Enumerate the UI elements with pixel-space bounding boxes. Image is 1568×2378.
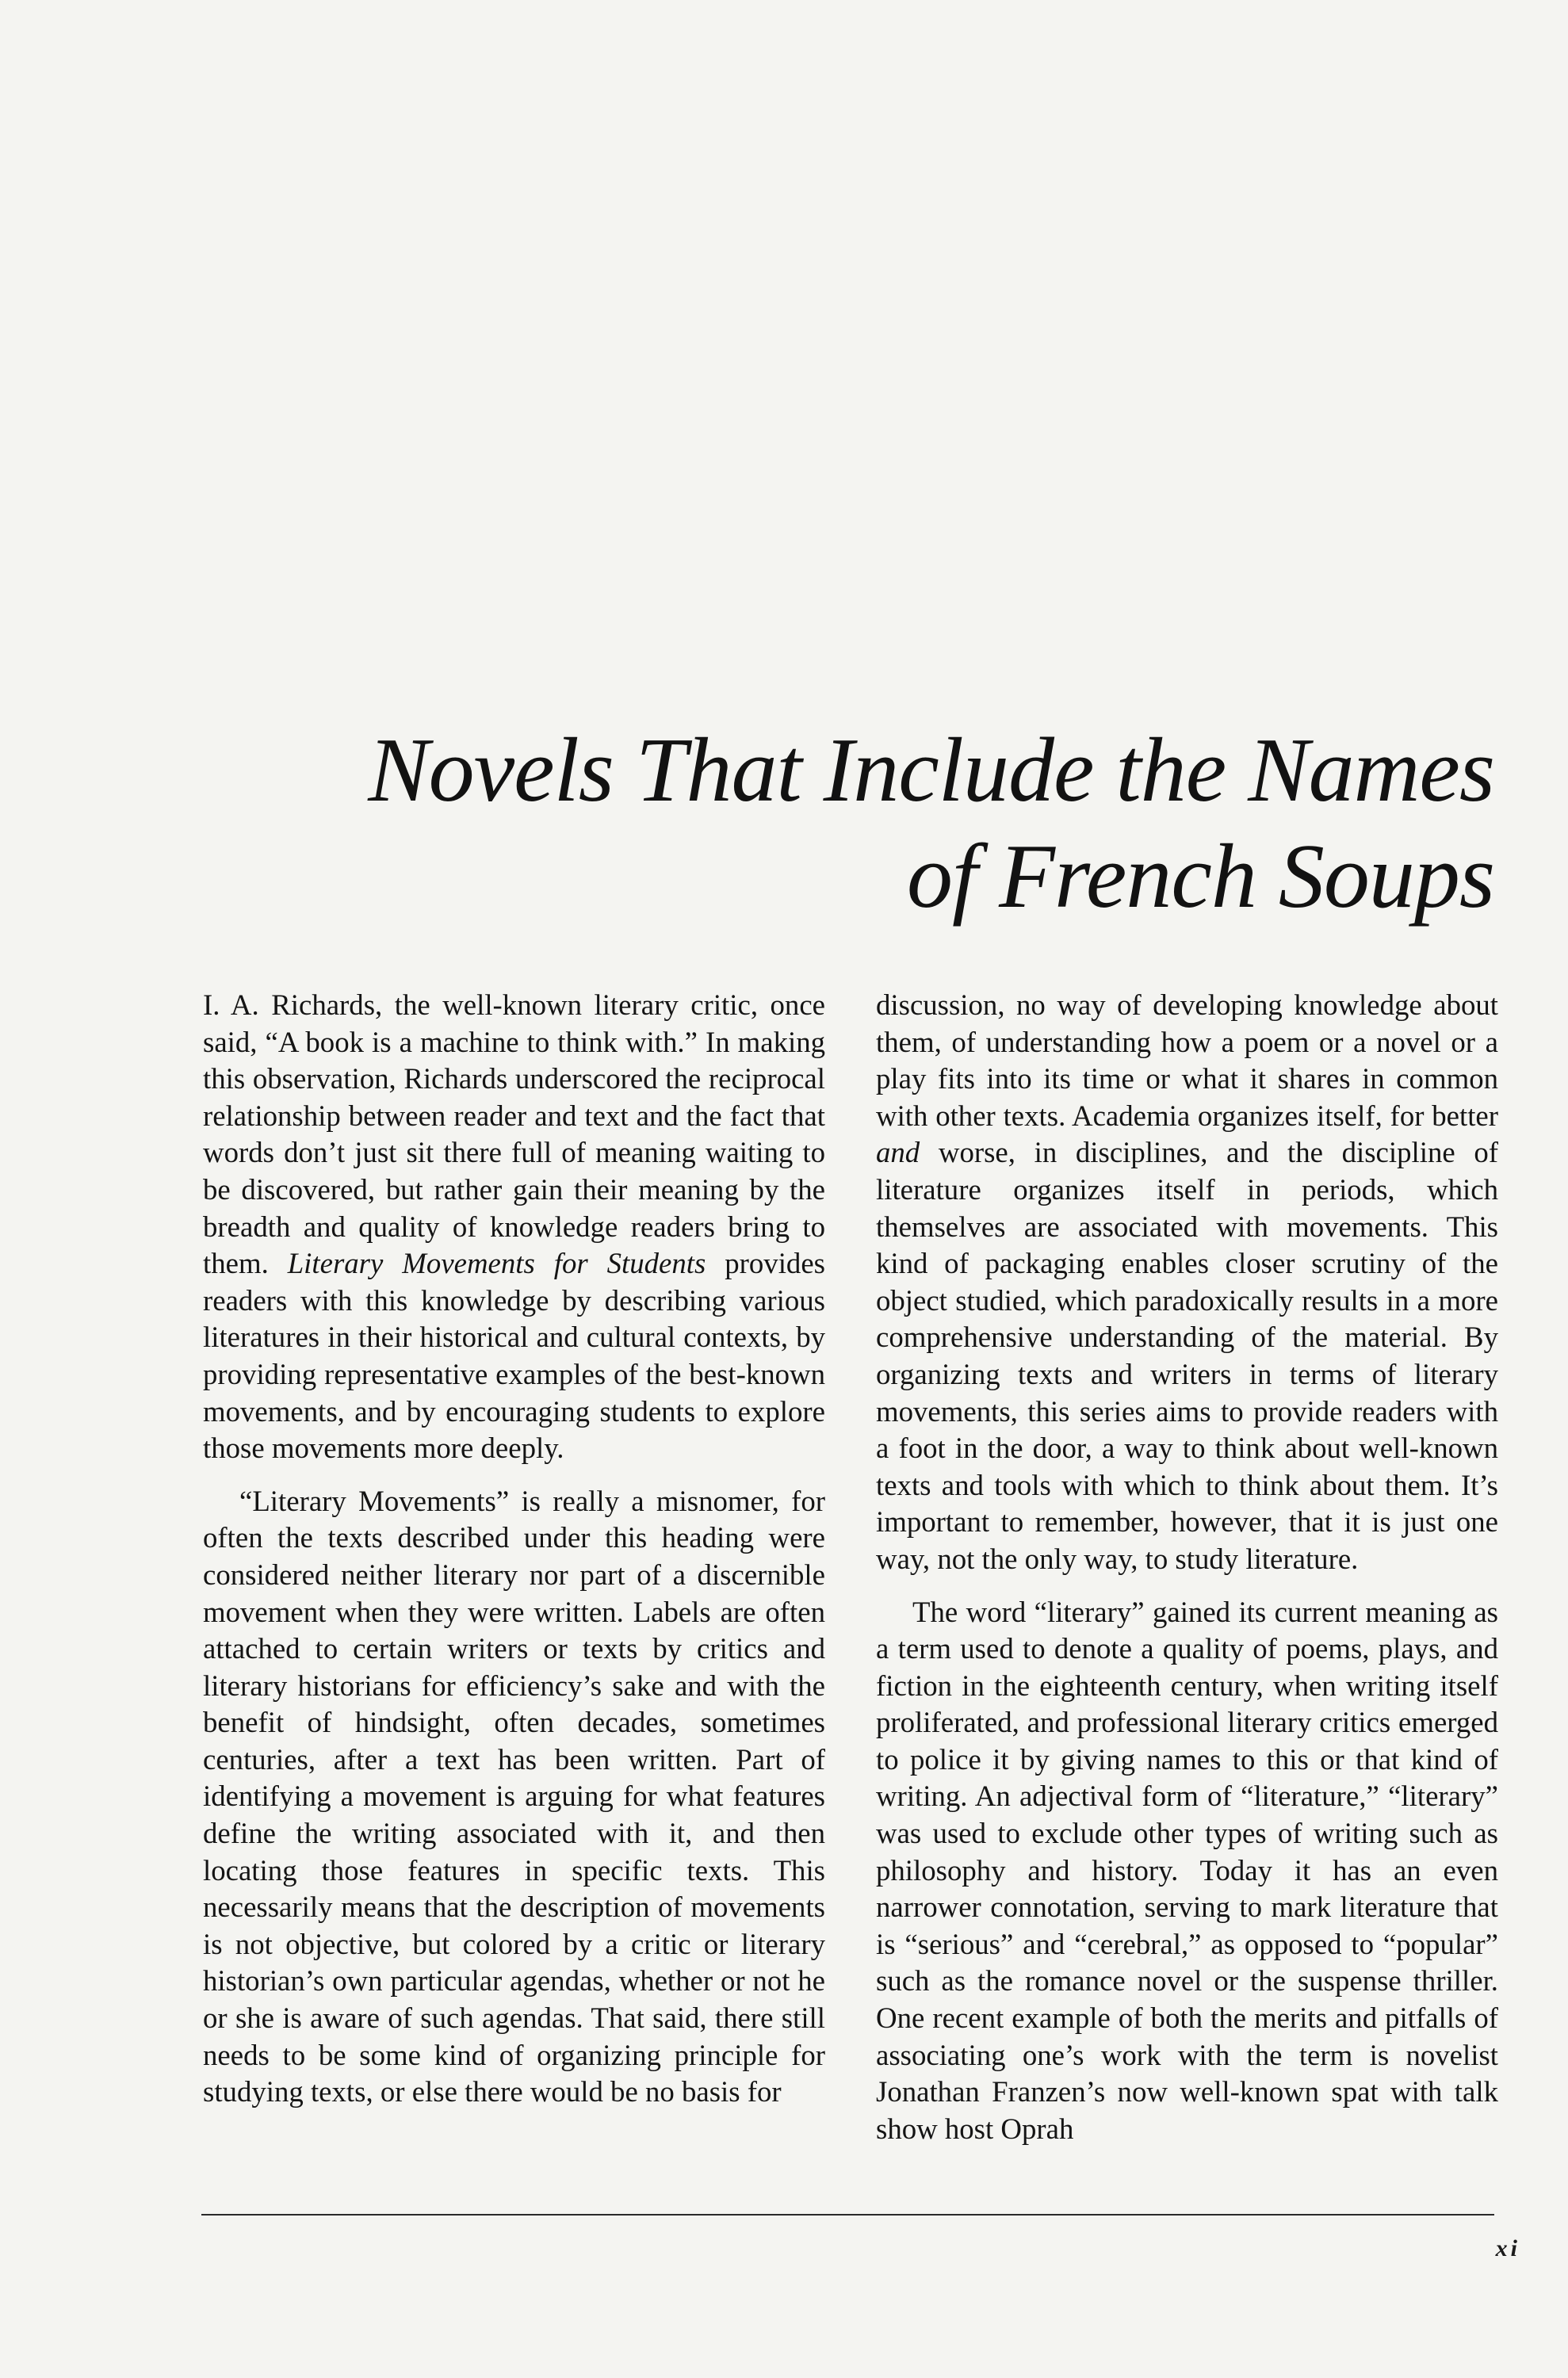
page-title [301, 717, 1494, 930]
page-title-line-1: Novels That Include the Names [368, 720, 1494, 821]
emphasis-and: and [876, 1136, 920, 1169]
left-column [203, 987, 825, 2111]
left-paragraph-1 [203, 987, 825, 1467]
page-title-line-2: of French Soups [906, 826, 1494, 927]
right-paragraph-1-text-a: discussion, no way of developing knowledge about them, of understanding how a poem or a novel or a play fits into its time or what it shares in common with other texts. Academia organizes itself, for better [876, 988, 1498, 1132]
left-paragraph-2: “Literary Movements” is really a misnomer, for often the texts described under this heading were considered neither literary nor part of a discernible movement when they were written. Labels are often attached to certain writers or texts by critics and literary historians for efficiency’s sake and with the benefit of hindsight, often decades, sometimes centuries, after a text has been written. Part of identifying a movement is arguing for what features define the writing associated with it, and then locating those features in specific texts. This necessarily means that the description of movements is not objective, but colored by a critic or literary historian’s own particular agendas, whether or not he or she is aware of such agendas. That said, there still needs to be some kind of organizing principle for studying texts, or else there would be no basis for [203, 1484, 825, 2108]
right-paragraph-1 [876, 987, 1498, 1578]
page-number: xi [1495, 2235, 1520, 2261]
right-column [876, 987, 1498, 2147]
book-title-italic: Literary Movements for Students [287, 1247, 706, 1280]
left-paragraph-1-text-a: I. A. Richards, the well-known literary critic, once said, “A book is a machine to think with.” In making this observation, Richards underscored the reciprocal relationship between reader and text and the fact that words don’t just sit there full of meaning waiting to be discovered, but rather gain their meaning by the breadth and quality of knowledge readers bring to them. [203, 988, 825, 1280]
right-paragraph-2: The word “literary” gained its current meaning as a term used to denote a quality of poems, plays, and fiction in the eighteenth century, when writing itself proliferated, and professional literary critics emerged to police it by giving names to this or that kind of writing. An adjectival form of “literature,” “literary” was used to exclude other types of writing such as philosophy and history. Today it has an even narrower connotation, serving to mark literature that is “serious” and “cerebral,” as opposed to “popular” such as the romance novel or the suspense thriller. One recent example of both the merits and pitfalls of associating one’s work with the term is novelist Jonathan Franzen’s now well-known spat with talk show host Oprah [876, 1595, 1498, 2145]
left-paragraph-1-text-b: provides readers with this knowledge by describing various literatures in their historical and cultural contexts, by providing representative examples of the best-known movements, and by encouraging students to explore those movements more deeply. [203, 1247, 825, 1465]
right-paragraph-1-text-b: worse, in disciplines, and the discipline of literature organizes itself in periods, which themselves are associated with movements. This kind of packaging enables closer scrutiny of the object studied, which paradoxically results in a more comprehensive understanding of the material. By organizing texts and writers in terms of literary movements, this series aims to provide readers with a foot in the door, a way to think about well-known texts and tools with which to think about them. It’s important to remember, however, that it is just one way, not the only way, to study literature. [876, 1136, 1498, 1575]
footer-rule [201, 2214, 1494, 2216]
